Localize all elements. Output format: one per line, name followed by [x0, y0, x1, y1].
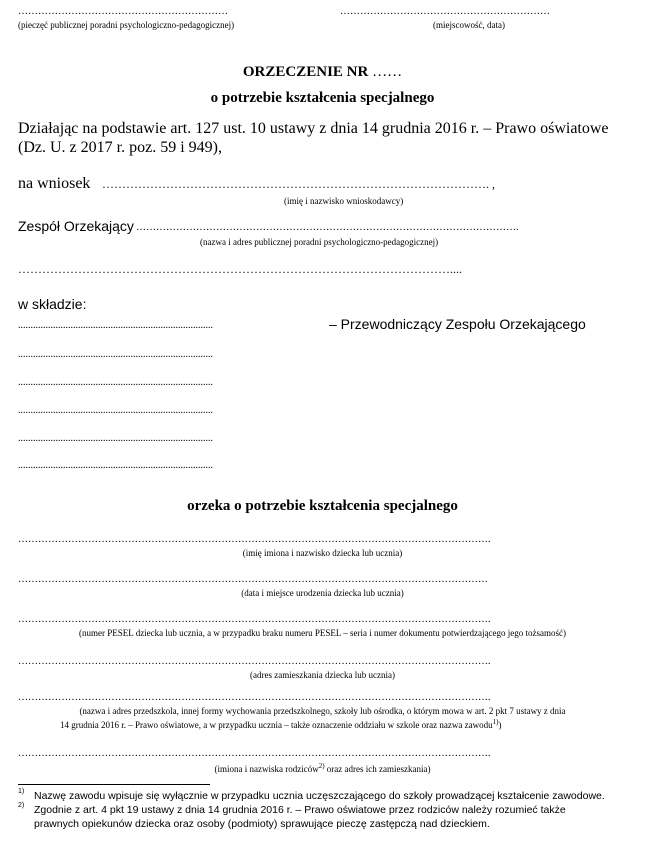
team-caption: (nazwa i adres publicznej poradni psychologiczno-pedagogicznej) [200, 237, 439, 247]
legal-basis-line1: Działając na podstawie art. 127 ust. 10 ustawy z dnia 14 grudnia 2016 r. – Prawo oświatowe [18, 120, 609, 137]
composition-label: w składzie: [18, 296, 87, 312]
team-label: Zespół Orzekający [18, 218, 134, 234]
title-number-dots: …… [372, 64, 403, 80]
member-dots: .............................................................................. [18, 377, 213, 388]
footnote-ref-1: 1) [492, 718, 499, 726]
applicant-dots: ……………………………………………………………………………………. , [102, 177, 495, 191]
member-dots: .............................................................................. [18, 349, 213, 360]
parents-caption [0, 762, 645, 774]
parents-dots: ……………………………………………………………………………………………………………………………. [18, 748, 491, 759]
school-caption-line2 [60, 718, 501, 730]
footnote-1-text: Nazwę zawodu wpisuje się wyłącznie w przypadku ucznia uczęszczającego do szkoły prowadzącej kształcenie zawodowe. [34, 790, 605, 802]
stamp-caption: (pieczęć publicznej poradni psychologiczno-pedagogicznej) [18, 20, 235, 30]
school-caption-line1: (nazwa i adres przedszkola, innej formy wychowania przedszkolnego, szkoły lub ośrodka, o którym mowa w art. 2 pkt 7 ustawy z dnia [79, 706, 566, 716]
school-dots: ……………………………………………………………………………………………………………………………. [18, 692, 491, 703]
pesel-caption: (numer PESEL dziecka lub ucznia, a w przypadku braku numeru PESEL – seria i numer dokumentu potwierdzającego jego tożsamość) [79, 628, 566, 638]
footnote-2-text-line1: Zgodnie z art. 4 pkt 19 ustawy z dnia 14 grudnia 2016 r. – Prawo oświatowe przez rodziców należy rozumieć także [34, 804, 566, 816]
legal-basis-line2: (Dz. U. z 2017 r. poz. 59 i 949), [18, 139, 222, 156]
child-name-caption: (imię imiona i nazwisko dziecka lub ucznia) [242, 548, 403, 558]
applicant-caption: (imię i nazwisko wnioskodawcy) [284, 196, 404, 206]
pesel-dots: ……………………………………………………………………………………………………………………………. [18, 614, 491, 625]
title-text: ORZECZENIE NR [242, 64, 369, 80]
team-dots-2: ……………………………………………………………………………………………….... [18, 262, 462, 276]
chair-dots: .............................................................................. [18, 320, 213, 331]
footnote-2-mark: 2) [18, 802, 25, 809]
team-dots: ……………………………………………………………………………………………………. [136, 222, 519, 233]
birth-dots: …………………………………………………………………………………………………………………………… [18, 574, 488, 585]
applicant-label: na wniosek [18, 175, 91, 192]
ruling-heading: orzeka o potrzebie kształcenia specjalnego [187, 498, 458, 514]
member-dots: .............................................................................. [18, 460, 213, 471]
place-date-caption: (miejscowość, data) [433, 20, 505, 30]
child-name-dots: ……………………………………………………………………………………………………………………………. [18, 534, 491, 545]
member-dots: .............................................................................. [18, 433, 213, 444]
document-title [0, 64, 645, 81]
chair-label: – Przewodniczący Zespołu Orzekającego [329, 316, 586, 332]
member-dots: .............................................................................. [18, 405, 213, 416]
parents-caption-text: (imiona i nazwiska rodziców [214, 764, 319, 774]
footnote-divider [18, 784, 210, 785]
footnote-2-text-line2: prawnych opiekunów dziecka oraz osoby (podmioty) sprawujące pieczę zastępczą nad dzieckiem. [34, 818, 490, 830]
place-dots: ……………………………………………………… [340, 6, 550, 17]
school-caption-text: 14 grudnia 2016 r. – Prawo oświatowe, a w przypadku ucznia – także oznaczenie oddziału w szkole oraz nazwa zawodu [60, 720, 493, 730]
document-subtitle: o potrzebie kształcenia specjalnego [210, 90, 435, 106]
address-dots: ……………………………………………………………………………………………………………………………. [18, 656, 491, 667]
school-caption-end: ) [498, 720, 502, 730]
birth-caption: (data i miejsce urodzenia dziecka lub ucznia) [241, 588, 404, 598]
footnote-1-mark: 1) [18, 788, 25, 795]
stamp-dots: ……………………………………………………… [18, 6, 228, 17]
footnote-ref-2: 2) [318, 762, 325, 770]
address-caption: (adres zamieszkania dziecka lub ucznia) [250, 670, 395, 680]
parents-caption-end: oraz adres ich zamieszkania) [324, 764, 431, 774]
